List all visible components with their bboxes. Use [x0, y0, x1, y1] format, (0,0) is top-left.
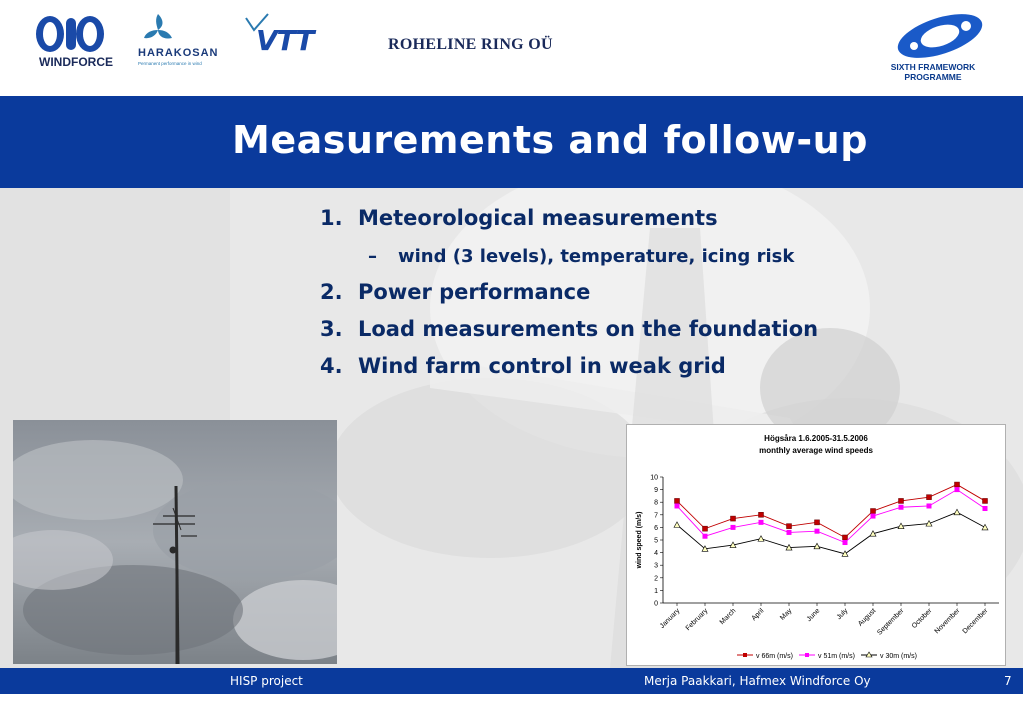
x-tick-label: November: [933, 607, 962, 636]
data-point: [759, 512, 764, 517]
y-tick-label: 5: [654, 537, 658, 545]
x-tick-label: March: [718, 607, 738, 627]
list-text: Wind farm control in weak grid: [358, 354, 726, 378]
vtt-wordmark: VTT: [256, 24, 314, 56]
x-tick-label: January: [658, 607, 682, 631]
x-tick-label: October: [910, 607, 934, 631]
data-point: [983, 498, 988, 503]
x-tick-label: February: [684, 607, 710, 633]
data-point: [758, 536, 764, 542]
list-text: Power performance: [358, 280, 591, 304]
legend-marker: [805, 653, 809, 657]
x-tick-label: September: [876, 607, 906, 637]
list-text: Meteorological measurements: [358, 206, 718, 230]
windforce-logo: [28, 14, 124, 70]
data-point: [815, 520, 820, 525]
data-point: [731, 525, 736, 530]
met-mast-photo: [13, 420, 337, 664]
y-tick-label: 1: [654, 587, 658, 595]
subitem-dash: –: [368, 246, 377, 267]
y-tick-label: 6: [654, 524, 658, 532]
vtt-logo: [242, 12, 354, 56]
subitem-text: wind (3 levels), temperature, icing risk: [398, 246, 795, 267]
data-point: [759, 520, 764, 525]
y-tick-label: 10: [650, 474, 658, 482]
list-subitem: [320, 243, 920, 280]
data-point: [955, 487, 960, 492]
list-number: 2.: [320, 280, 343, 304]
list-text: Load measurements on the foundation: [358, 317, 819, 341]
harakosan-logo: [138, 10, 228, 68]
y-tick-label: 7: [654, 512, 658, 520]
wind-speed-chart: [626, 424, 1006, 666]
list-item: [320, 354, 920, 391]
y-tick-label: 3: [654, 562, 658, 570]
data-point: [983, 506, 988, 511]
footer-author: Merja Paakkari, Hafmex Windforce Oy: [644, 674, 871, 688]
legend-label: v 51m (m/s): [818, 653, 855, 660]
x-tick-label: December: [961, 607, 990, 636]
data-point: [927, 503, 932, 508]
y-tick-label: 8: [654, 499, 658, 507]
data-point: [982, 524, 988, 530]
y-tick-label: 0: [654, 600, 658, 608]
legend-label: v 66m (m/s): [756, 653, 793, 660]
windforce-wordmark: WINDFORCE: [39, 55, 113, 69]
slide-title: Measurements and follow-up: [232, 118, 868, 162]
chart-subtitle: monthly average wind speeds: [759, 446, 873, 455]
chart-plot: [627, 425, 1007, 667]
data-point: [675, 503, 680, 508]
data-point: [674, 522, 680, 528]
data-point: [843, 535, 848, 540]
series-line: [677, 485, 985, 538]
series-line: [677, 512, 985, 554]
data-point: [899, 498, 904, 503]
x-tick-label: April: [750, 607, 766, 623]
x-tick-label: August: [857, 607, 878, 628]
list-number: 4.: [320, 354, 343, 378]
data-point: [703, 526, 708, 531]
series-line: [677, 490, 985, 543]
legend-label: v 30m (m/s): [880, 653, 917, 660]
data-point: [731, 516, 736, 521]
chart-title: Högsåra 1.6.2005-31.5.2006: [764, 434, 868, 443]
y-tick-label: 2: [654, 575, 658, 583]
data-point: [843, 540, 848, 545]
data-point: [787, 524, 792, 529]
roheline-ring-logo: ROHELINE RING OÜ: [388, 36, 553, 53]
footer-project: HISP project: [230, 674, 303, 688]
y-axis-label: wind speed (m/s): [636, 511, 643, 569]
data-point: [871, 514, 876, 519]
y-tick-label: 4: [654, 550, 658, 558]
data-point: [871, 509, 876, 514]
harakosan-wordmark: HARAKOSAN: [138, 47, 219, 59]
data-point: [815, 529, 820, 534]
data-point: [955, 482, 960, 487]
x-tick-label: July: [835, 607, 850, 622]
legend-marker: [743, 653, 747, 657]
data-point: [703, 534, 708, 539]
data-point: [927, 495, 932, 500]
x-tick-label: June: [805, 607, 822, 624]
bottom-margin: [0, 694, 1023, 708]
list-item: [320, 206, 920, 243]
data-point: [787, 530, 792, 535]
header-bar: [0, 0, 1023, 96]
measurement-list: [320, 206, 920, 391]
list-number: 3.: [320, 317, 343, 341]
sixth-framework-label: SIXTH FRAMEWORK PROGRAMME: [890, 62, 976, 82]
data-point: [899, 505, 904, 510]
list-item: [320, 317, 920, 354]
page-number: 7: [1004, 674, 1012, 688]
harakosan-tagline: Permanent performance in wind: [138, 61, 202, 66]
footer-bar: [0, 668, 1023, 694]
data-point: [954, 509, 960, 515]
y-tick-label: 9: [654, 487, 658, 495]
list-number: 1.: [320, 206, 343, 230]
data-point: [675, 498, 680, 503]
list-item: [320, 280, 920, 317]
x-tick-label: May: [779, 607, 794, 622]
